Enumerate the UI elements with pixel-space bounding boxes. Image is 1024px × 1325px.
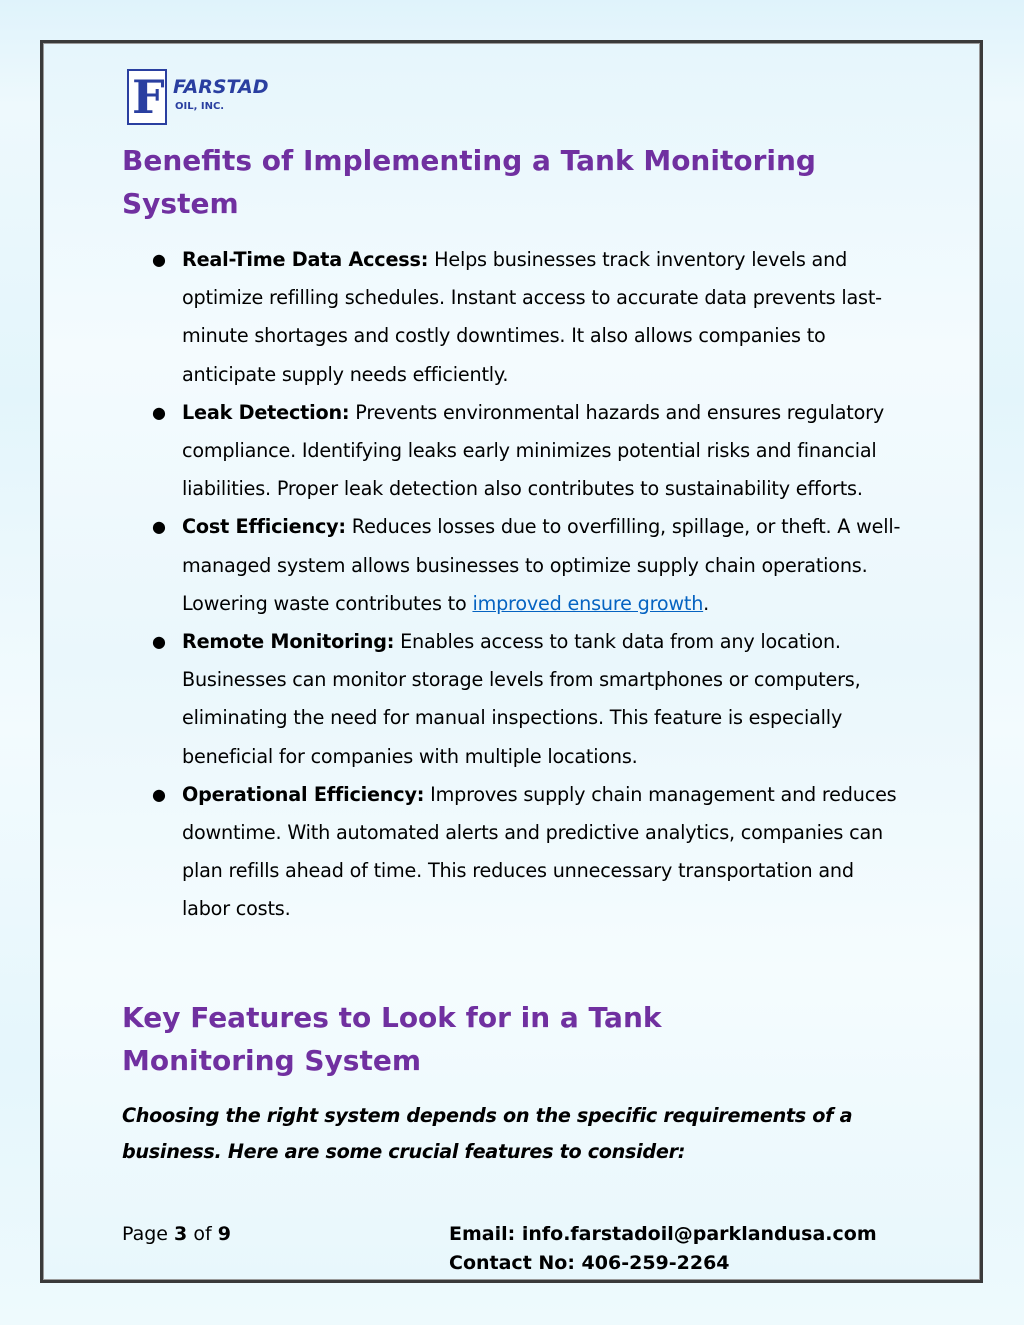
list-item <box>152 623 902 776</box>
benefits-heading: Benefits of Implementing a Tank Monitoring System <box>122 144 816 220</box>
page-indicator <box>122 1220 231 1248</box>
benefit-text: Prevents environmental hazards and ensures regulatory compliance. Identifying leaks early minimizes potential risks and financial liabilities. Proper leak detection also contributes to sustainability efforts. <box>182 400 885 501</box>
list-item <box>152 241 902 394</box>
logo-mark <box>127 69 167 125</box>
bullet-icon: ● <box>152 517 166 537</box>
footer-contact <box>449 1220 877 1278</box>
page-total: 9 <box>217 1223 231 1245</box>
benefit-text: Enables access to tank data from any location. Businesses can monitor storage levels from smartphones or computers, eliminating the need for manual inspections. This feature is especially beneficial for companies with multiple locations. <box>182 630 861 768</box>
bullet-icon: ● <box>152 632 166 652</box>
page-frame <box>40 40 983 1283</box>
benefit-text: Improves supply chain management and reduces downtime. With automated alerts and predictive analytics, companies can plan refills ahead of time. This reduces unnecessary transportation and labor costs. <box>182 782 897 921</box>
logo-name: FARSTAD <box>173 76 269 98</box>
page-label: Page <box>122 1223 175 1245</box>
benefit-text-end: . <box>703 591 710 615</box>
benefit-title: Real-Time Data Access: <box>182 248 429 271</box>
logo-subtitle: OIL, INC. <box>175 101 225 112</box>
improved-growth-link[interactable]: improved ensure growth <box>472 591 704 615</box>
benefit-title: Remote Monitoring: <box>182 630 395 654</box>
features-intro: Choosing the right system depends on the specific requirements of a business. Here are some crucial features to consider: <box>122 1104 853 1163</box>
footer-email: Email: info.farstadoil@parklandusa.com <box>449 1223 877 1245</box>
benefit-title: Cost Efficiency: <box>182 515 346 539</box>
bullet-icon: ● <box>152 402 166 422</box>
list-item <box>152 508 902 623</box>
list-item <box>152 394 902 509</box>
logo-mark-letter: F <box>132 70 165 124</box>
benefit-title: Operational Efficiency: <box>182 782 425 806</box>
company-logo <box>127 69 287 127</box>
features-heading: Key Features to Look for in a Tank Monitoring System <box>122 1001 662 1077</box>
benefit-title: Leak Detection: <box>182 400 350 424</box>
benefits-list <box>152 241 902 929</box>
benefit-text: Helps businesses track inventory levels and optimize refilling schedules. Instant access to accurate data prevents last-minute shortages and costly downtimes. It also allows companies to anticipate supply needs efficiently. <box>182 248 882 386</box>
footer-phone: Contact No: 406-259-2264 <box>449 1252 730 1274</box>
list-item <box>152 776 902 929</box>
page-current: 3 <box>174 1223 188 1245</box>
page-of: of <box>187 1223 218 1245</box>
benefit-text: Reduces losses due to overfilling, spillage, or theft. A well-managed system allows businesses to optimize supply chain operations. Lowering waste contributes to <box>182 515 901 615</box>
bullet-icon: ● <box>152 250 166 269</box>
bullet-icon: ● <box>152 784 166 804</box>
